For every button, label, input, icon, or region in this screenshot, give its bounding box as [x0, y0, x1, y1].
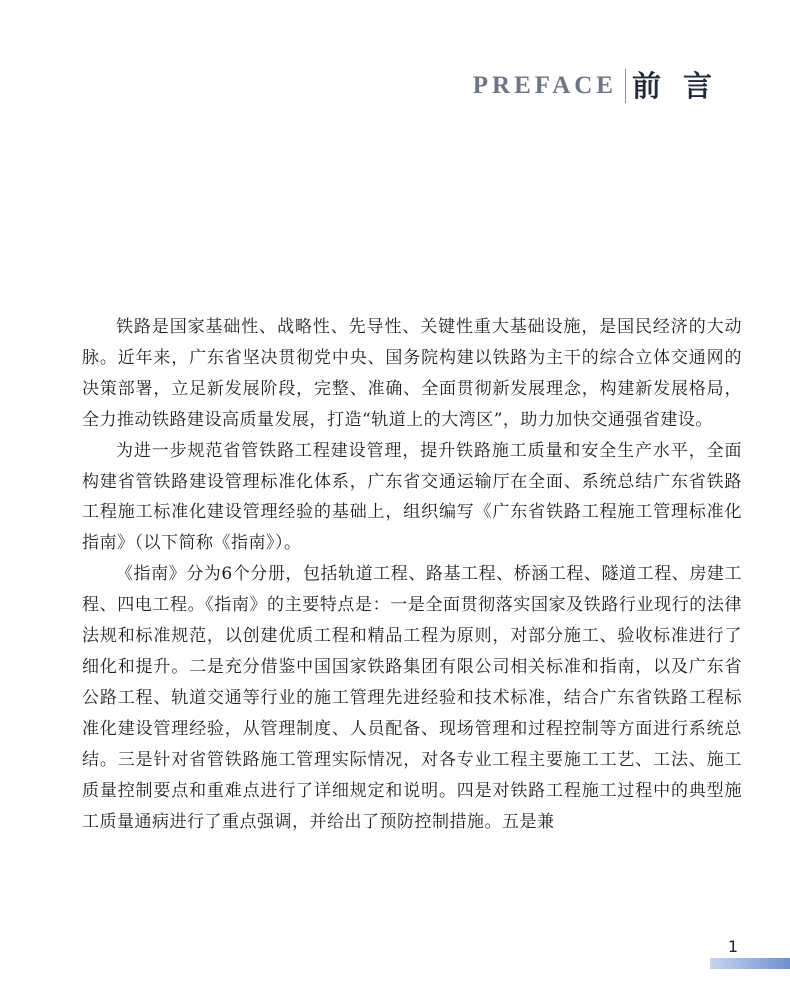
page-header: [473, 66, 734, 106]
page-number: 1: [727, 937, 738, 956]
preface-english-title: PREFACE: [472, 72, 617, 99]
paragraph-1: 铁路是国家基础性、战略性、先导性、关键性重大基础设施，是国民经济的大动脉。近年来，广东省坚决贯彻党中央、国务院构建以铁路为主干的综合立体交通网的决策部署，立足新发展阶段，完整、准确、全面贯彻新发展理念，构建新发展格局，全力推动铁路建设高质量发展，打造“轨道上的大湾区”，助力加快交通强省建设。: [82, 317, 742, 430]
preface-chinese-title: 前言: [631, 69, 734, 103]
paragraph-2: 为进一步规范省管铁路工程建设管理，提升铁路施工质量和安全生产水平，全面构建省管铁路建设管理标准化体系，广东省交通运输厅在全面、系统总结广东省铁路工程施工标准化建设管理经验的基础上，组织编写《广东省铁路工程施工管理标准化指南》（以下简称《指南》）。: [82, 440, 742, 554]
preface-body: [82, 312, 742, 837]
header-divider: [625, 69, 626, 103]
page-corner-bar: [710, 958, 790, 969]
paragraph-3: 《指南》分为6个分册，包括轨道工程、路基工程、桥涵工程、隧道工程、房建工程、四电工程。《指南》的主要特点是：一是全面贯彻落实国家及铁路行业现行的法律法规和标准规范，以创建优质工程和精品工程为原则，对部分施工、验收标准进行了细化和提升。二是充分借鉴中国国家铁路集团有限公司相关标准和指南，以及广东省公路工程、轨道交通等行业的施工管理先进经验和技术标准，结合广东省铁路工程标准化建设管理经验，从管理制度、人员配备、现场管理和过程控制等方面进行系统总结。三是针对省管铁路施工管理实际情况，对各专业工程主要施工工艺、工法、施工质量控制要点和重难点进行了详细规定和说明。四是对铁路工程施工过程中的典型施工质量通病进行了重点强调，并给出了预防控制措施。五是兼: [82, 564, 742, 832]
